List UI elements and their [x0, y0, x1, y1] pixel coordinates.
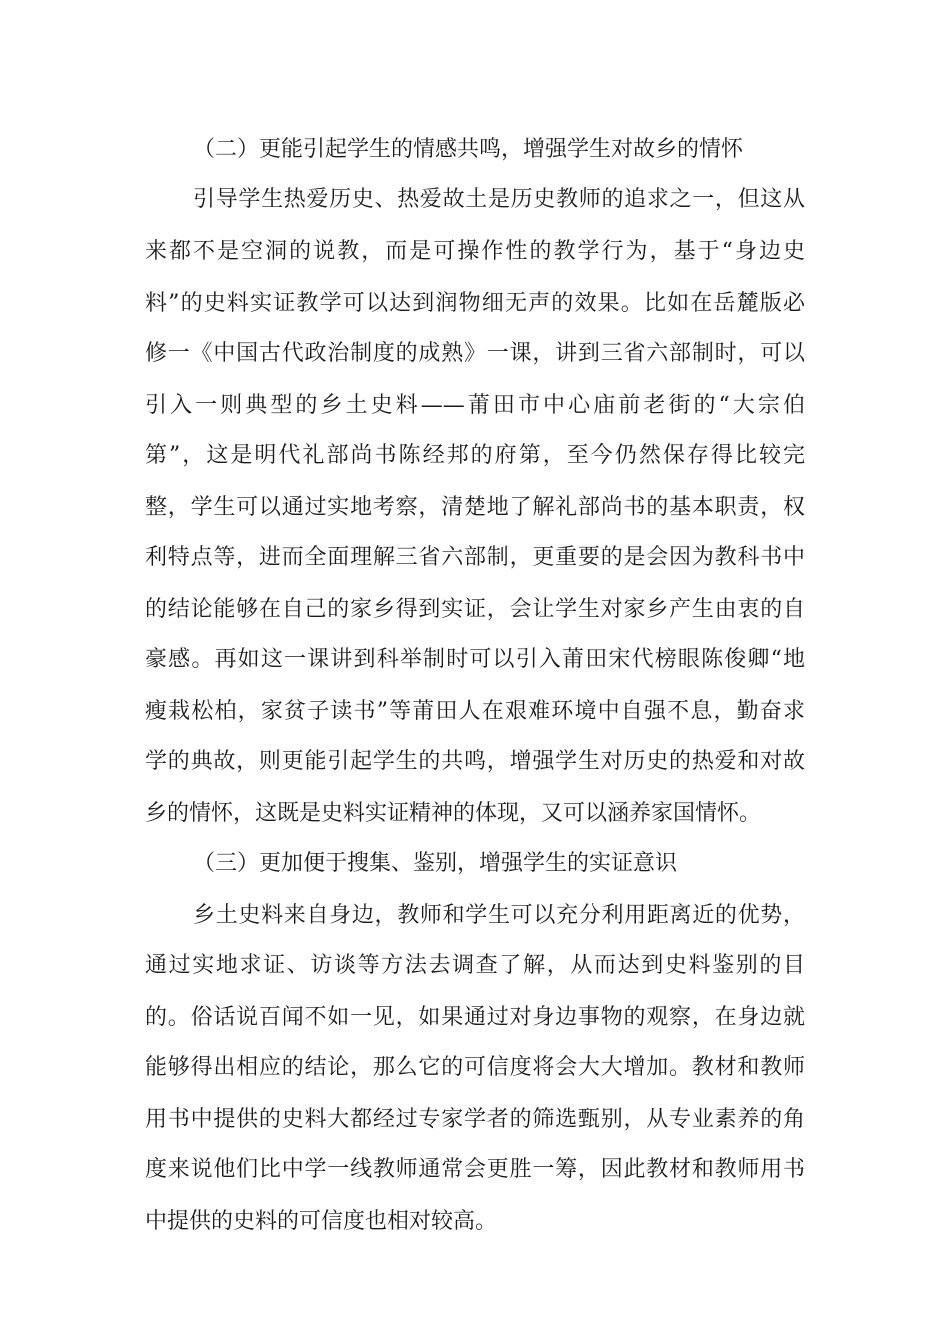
paragraph-line: 整，学生可以通过实地考察，清楚地了解礼部尚书的基本职责，权: [145, 495, 805, 520]
paragraph-line: 瘦栽松柏，家贫子读书”等莆田人在艰难环境中自强不息，勤奋求: [145, 699, 805, 724]
paragraph-line: 中提供的史料的可信度也相对较高。: [145, 1209, 498, 1234]
paragraph-line: 引入一则典型的乡土史料——莆田市中心庙前老街的“大宗伯: [145, 393, 805, 418]
paragraph-line: 通过实地求证、访谈等方法去调查了解，从而达到史料鉴别的目: [145, 953, 805, 978]
paragraph-line: 度来说他们比中学一线教师通常会更胜一筹，因此教材和教师用书: [145, 1157, 805, 1182]
paragraph-line: 的结论能够在自己的家乡得到实证，会让学生对家乡产生由衷的自: [145, 597, 805, 622]
paragraph-line: 学的典故，则更能引起学生的共鸣，增强学生对历史的热爱和对故: [145, 749, 805, 774]
section-heading-3: （三）更加便于搜集、鉴别，增强学生的实证意识: [193, 851, 678, 876]
paragraph-line: 第”，这是明代礼部尚书陈经邦的府第，至今仍然保存得比较完: [145, 443, 805, 468]
section-heading-2: （二）更能引起学生的情感共鸣，增强学生对故乡的情怀: [193, 137, 744, 162]
paragraph-line: 引导学生热爱历史、热爱故土是历史教师的追求之一，但这从: [193, 187, 805, 212]
paragraph-line: 乡的情怀，这既是史料实证精神的体现，又可以涵养家国情怀。: [145, 801, 762, 826]
paragraph-line: 用书中提供的史料大都经过专家学者的筛选甄别，从专业素养的角: [145, 1107, 805, 1132]
paragraph-line: 的。俗话说百闻不如一见，如果通过对身边事物的观察，在身边就: [145, 1005, 805, 1030]
paragraph-line: 豪感。再如这一课讲到科举制时可以引入莆田宋代榜眼陈俊卿“地: [145, 647, 805, 672]
paragraph-line: 料”的史料实证教学可以达到润物细无声的效果。比如在岳麓版必: [145, 291, 805, 316]
paragraph-line: 利特点等，进而全面理解三省六部制，更重要的是会因为教科书中: [145, 545, 805, 570]
paragraph-line: 能够得出相应的结论，那么它的可信度将会大大增加。教材和教师: [145, 1055, 805, 1080]
paragraph-line: 来都不是空洞的说教，而是可操作性的教学行为，基于“身边史: [145, 239, 805, 264]
paragraph-line: 乡土史料来自身边，教师和学生可以充分利用距离近的优势，: [193, 903, 805, 928]
paragraph-line: 修一《中国古代政治制度的成熟》一课，讲到三省六部制时，可以: [145, 341, 805, 366]
